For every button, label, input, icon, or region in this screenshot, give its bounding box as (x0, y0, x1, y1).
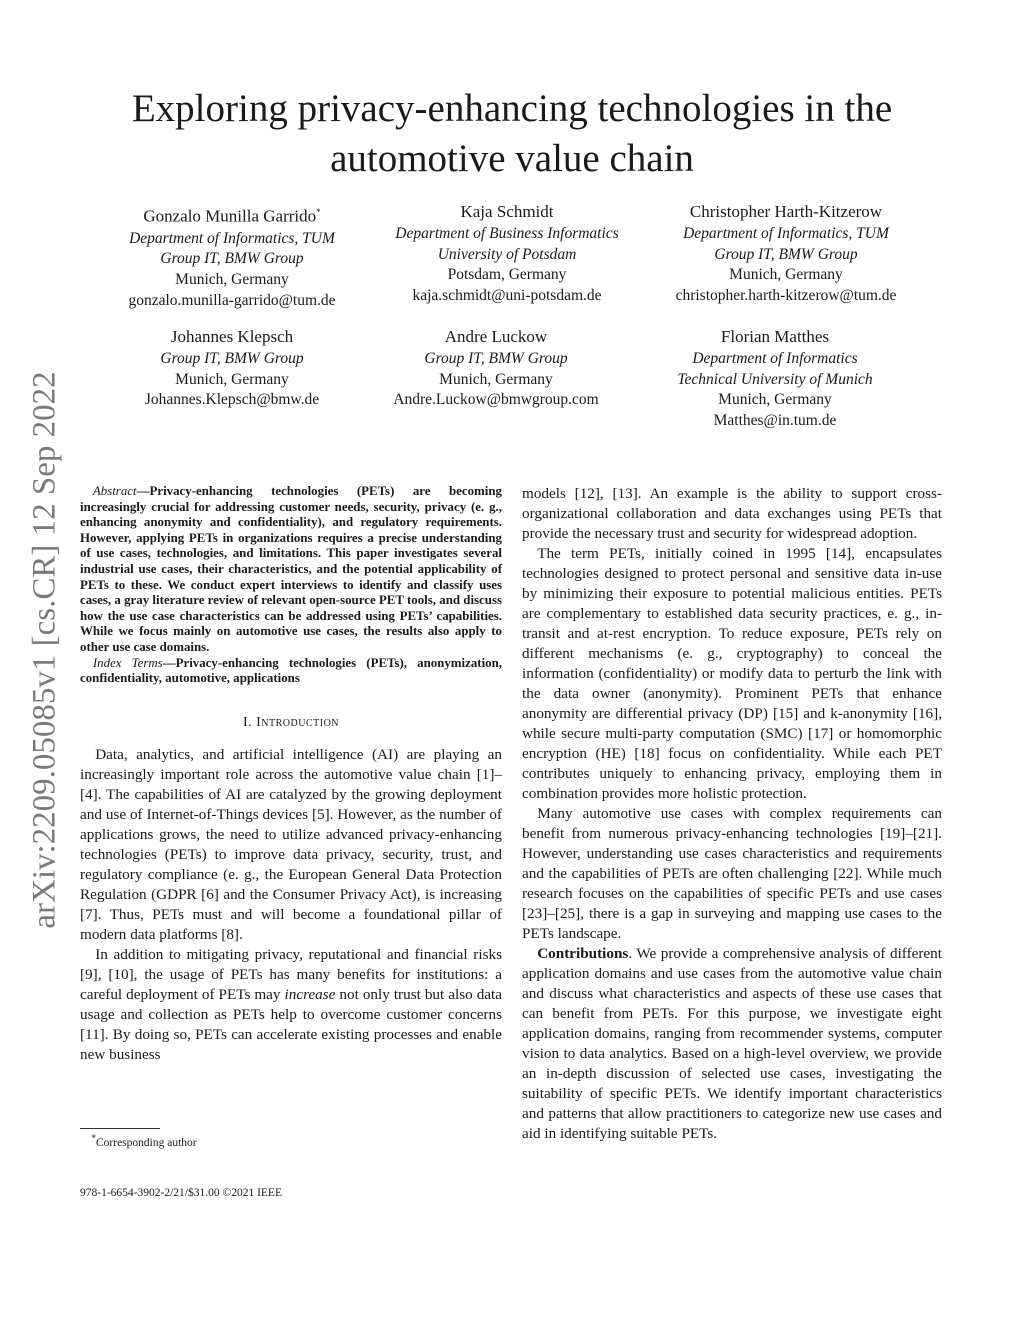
abstract (80, 484, 502, 656)
author-affiliation: University of Potsdam (437, 245, 577, 263)
index-terms (80, 656, 502, 687)
author-location: Munich, Germany (175, 370, 289, 388)
author-footnote-mark: * (316, 207, 321, 217)
abstract-label: Abstract (92, 484, 137, 498)
author-location: Munich, Germany (175, 271, 289, 289)
paragraph (522, 944, 942, 1144)
author-name: Gonzalo Munilla Garrido (143, 206, 317, 226)
index-terms-label: Index Terms (92, 655, 163, 670)
author-block (82, 200, 382, 311)
author-affiliation: Group IT, BMW Group (160, 250, 304, 268)
author-email: Andre.Luckow@bmwgroup.com (393, 391, 599, 409)
author-name: Andre Luckow (444, 327, 548, 346)
paper-title: Exploring privacy-enhancing technologies in the automotive value chain (131, 87, 893, 180)
index-terms-text: —Privacy-enhancing technologies (PETs), anonymization, confidentiality, automotive, applications (80, 655, 502, 686)
author-affiliation: Group IT, BMW Group (714, 245, 858, 263)
author-affiliation: Department of Business Informatics (395, 225, 619, 242)
author-email: kaja.schmidt@uni-potsdam.de (412, 287, 602, 305)
author-block (346, 325, 646, 411)
paragraph-text: not only trust but also data usage and collection as PETs help to overcome customer concerns [11]. By doing so, PETs can accelerate existing processes and enable new business (80, 985, 502, 1063)
paragraph: The term PETs, initially coined in 1995 [14], encapsulates technologies designed to protect personal and sensitive data in-use by minimizing their exposure to potential malicious entities. PETs are complementary to established data security practices, e. g., in-transit and at-rest encryption. To reduce exposure, PETs rely on different mechanisms (e. g., cryptography) to conceal the information (confidentiality) or modify data to perturb the link with the data owner (anonymity). Prominent PETs that enhance anonymity are differential privacy (DP) [15] and k-anonymity [16], while secure multi-party computation (SMC) [17] or homomorphic encryption (HE) [18] focus on confidentiality. While each PET contributes uniquely to enhancing privacy, employing them in combination provides more holistic protection. (522, 545, 942, 802)
author-block (82, 325, 382, 411)
author-block (625, 325, 925, 432)
paragraph: models [12], [13]. An example is the ability to support cross-organizational collaboration and data exchanges using PETs that provide the necessary trust and security for widespread adoption. (522, 485, 942, 542)
author-email: christopher.harth-kitzerow@tum.de (675, 287, 897, 305)
author-affiliation: Group IT, BMW Group (424, 350, 568, 367)
footnote-rule (80, 1128, 160, 1129)
author-name: Johannes Klepsch (170, 327, 294, 346)
paragraph: Data, analytics, and artificial intelligence (AI) are playing an increasingly important role across the automotive value chain [1]–[4]. The capabilities of AI are catalyzed by the growing deployment and use of Internet-of-Things devices [5]. However, as the number of applications grows, the need to utilize advanced privacy-enhancing technologies (PETs) to improve data privacy, security, trust, and regulatory compliance (e. g., the European General Data Protection Regulation (GDPR [6] and the Consumer Privacy Act), is increasing [7]. Thus, PETs must and will become a foundational pillar of modern data platforms [8]. (80, 745, 502, 943)
author-affiliation: Technical University of Munich (677, 370, 873, 388)
author-affiliation: Group IT, BMW Group (160, 350, 304, 367)
author-email: Matthes@in.tum.de (713, 412, 837, 430)
author-location: Munich, Germany (439, 370, 553, 388)
copyright-notice: 978-1-6654-3902-2/21/$31.00 ©2021 IEEE (80, 1187, 282, 1199)
contributions-label: Contributions (537, 945, 629, 962)
author-email: gonzalo.munilla-garrido@tum.de (128, 291, 336, 309)
footnote-mark: * (91, 1133, 96, 1143)
author-email: Johannes.Klepsch@bmw.de (144, 391, 320, 409)
author-block (636, 200, 936, 307)
footnote-text: Corresponding author (96, 1136, 197, 1149)
right-column (522, 484, 942, 1144)
author-name: Florian Matthes (720, 327, 830, 346)
author-affiliation: Department of Informatics, TUM (129, 229, 335, 247)
paragraph (80, 945, 502, 1065)
left-column (80, 484, 502, 1065)
author-location: Potsdam, Germany (447, 266, 567, 284)
author-affiliation: Department of Informatics (692, 350, 858, 367)
author-location: Munich, Germany (718, 391, 832, 409)
author-location: Munich, Germany (729, 266, 843, 284)
section-heading: I. Introduction (242, 714, 340, 730)
arxiv-stamp: arXiv:2209.05085v1 [cs.CR] 12 Sep 2022 (26, 371, 63, 929)
paragraph: Many automotive use cases with complex requirements can benefit from numerous privacy-enhancing technologies [19]–[21]. However, understanding use cases characteristics and requirements and the capabilities of PETs are often challenging [22]. While much research focuses on the capabilities of specific PETs and use cases [23]–[25], there is a gap in surveying and mapping use cases to the PETs landscape. (522, 805, 942, 942)
footnote (80, 1128, 502, 1149)
paragraph-text: In addition to mitigating privacy, reputational and financial risks [9], [10], the usage of PETs has many benefits for institutions: a careful deployment of PETs may (80, 945, 502, 1003)
author-name: Christopher Harth-Kitzerow (689, 202, 883, 221)
author-block (357, 200, 657, 307)
emphasis: increase (284, 985, 336, 1003)
author-affiliation: Department of Informatics, TUM (683, 225, 889, 242)
author-name: Kaja Schmidt (460, 202, 554, 221)
paragraph-text: . We provide a comprehensive analysis of different application domains and use cases from the automotive value chain and discuss what characteristics and aspects of these use cases that can benefit from PETs. For this purpose, we investigate eight application domains, ranging from recommender systems, computer vision to data analytics. Based on a high-level overview, we provide an in-depth discussion of selected use cases, investigating the suitability of specific PETs. We identify important characteristics and patterns that allow practitioners to categorize new use cases and aid in identifying suitable PETs. (522, 945, 942, 1142)
abstract-text: —Privacy-enhancing technologies (PETs) are becoming increasingly crucial for addressing customer needs, security, privacy (e. g., enhancing anonymity and confidentiality), and regulatory requirements. However, applying PETs in organizations requires a precise understanding of use cases, technologies, and limitations. This paper investigates several industrial use cases, their characteristics, and the potential applicability of PETs to these. We conduct expert interviews to identify and classify uses cases, a gray literature review of relevant open-source PET tools, and discuss how the use case characteristics can be addressed using PETs’ capabilities. While we focus mainly on automotive use cases, the results also apply to other use case domains. (80, 484, 502, 654)
